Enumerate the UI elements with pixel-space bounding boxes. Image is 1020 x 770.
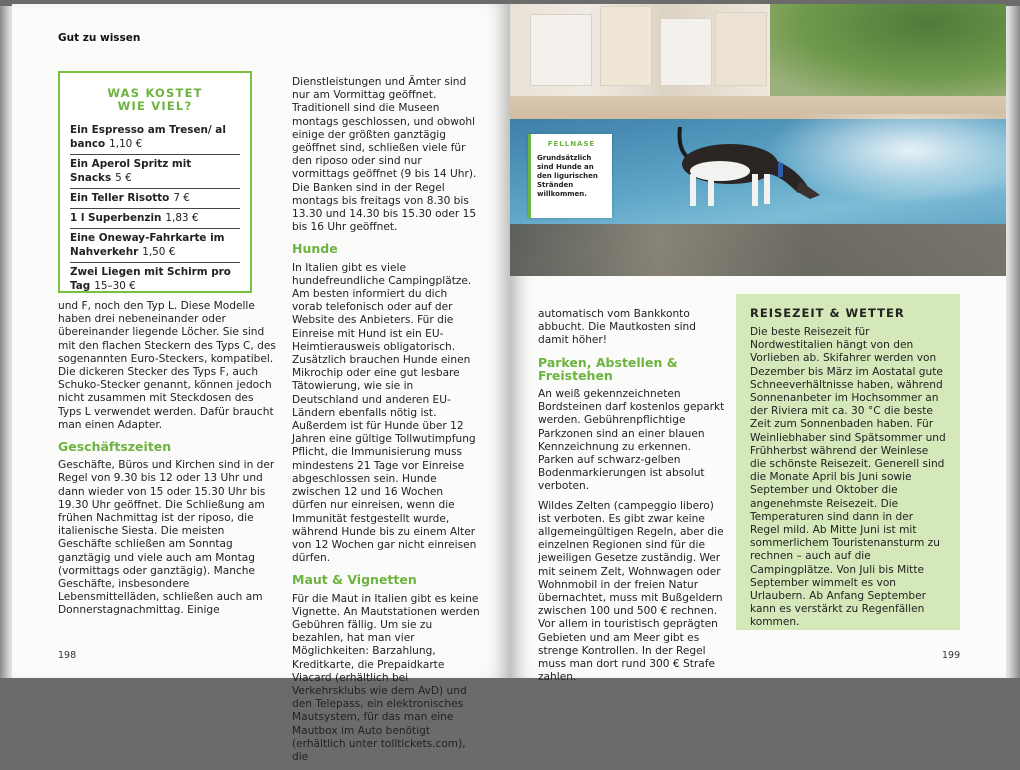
price-item — [70, 229, 240, 263]
hillside — [746, 4, 1006, 99]
price-item-value: 15–30 € — [94, 280, 136, 292]
camping-paragraph: Wildes Zelten (campeggio libero) ist verboten. Es gibt zwar keine allgemeingültigen Regeln, aber die einzelnen Regionen sind für die jeweiligen Gesetze zuständig. Wer mit seinem Zelt, Wohnwagen oder Wohnmobil in der freien Natur übernachtet, muss mit Bußgeldern zwischen 100 und 500 € rechnen. Vor allem in touristisch geprägten Gebieten und am Meer gibt es strenge Kontrollen. In der Regel muss man dort rund 300 € Strafe zahlen. — [538, 499, 724, 684]
parking-heading: Parken, Abstellen & Freistehen — [538, 354, 678, 383]
price-box-heading — [70, 87, 240, 113]
travel-season-paragraph: Die beste Reisezeit für Nordwestitalien hängt von den Vorlieben ab. Skifahrer werden von Dezember bis März im Aostatal gute Schneeverhältnisse haben, während Sonnenanbeter im Hochsommer an der Riviera mit ca. 30 °C die beste Zeit zum Sonnenbaden haben. Für Weinliebhaber sind Spätsommer und Frühherbst während der Weinlese die schönste Reisezeit. Generell sind die Monate April bis Juni sowie September und Oktober die angenehmste Reisezeit. Die Temperaturen sind dann in der Regel mild. Ab Mitte Juni ist mit sommerlichem Touristenansturm zu rechnen – auch auf die Campingplätze. Von Juli bis Mitte September wimmelt es von Urlaubern. Ab Anfang September kann es verstärkt zu Regenfällen kommen. — [750, 326, 946, 629]
left-column-1 — [58, 300, 278, 624]
price-box-heading-line1: WAS KOSTET — [107, 86, 203, 100]
seafront-buildings — [510, 4, 770, 99]
price-item — [70, 263, 240, 296]
price-item-label: Ein Teller Risotto — [70, 192, 170, 204]
price-item — [70, 189, 240, 209]
price-item-label: 1 l Superbenzin — [70, 212, 162, 224]
plug-types-paragraph: und F, noch den Typ L. Diese Modelle haben drei nebeneinander oder übereinander liegende Löcher. Sie sind mit den flachen Steckern des Typs C, des sogenannten Euro-Steckers, kompatibel. Die dickeren Stecker des Typs F, auch Schuko-Stecker genannt, können jedoch nicht zusammen mit Steckdosen des Typs L verwendet werden. Dafür braucht man einen Adapter. — [58, 300, 276, 431]
dogs-heading: Hunde — [292, 241, 338, 257]
photo-caption-box — [528, 134, 612, 218]
dogs-paragraph: In Italien gibt es viele hundefreundliche Campingplätze. Am besten informiert du dich vorab telefonisch oder auf der Website des Anbieters. Für die Einreise mit Hund ist ein EU-Heimtierausweis obligatorisch. Zusätzlich brauchen Hunde einen Mikrochip oder eine gut lesbare Tätowierung, wie sie in Deutschland und anderen EU-Ländern ebenfalls nötig ist. Außerdem ist für Hunde über 12 Jahren eine gültige Tollwutimpfung Pflicht, die Immunisierung muss mindestens 21 Tage vor Einreise abgeschlossen sein. Hunde zwischen 12 und 16 Wochen dürfen nur einreisen, wenn die Immunität festgestellt wurde, während Hunde bis zu einem Alter von 12 Wochen gar nicht einreisen dürfen. — [292, 261, 477, 565]
page-number-right: 199 — [942, 650, 961, 661]
toll-heading: Maut & Vignetten — [292, 572, 417, 588]
price-item-label: Ein Aperol Spritz mit Snacks — [70, 158, 192, 184]
right-column-1 — [538, 308, 726, 690]
price-item — [70, 121, 240, 155]
price-item-value: 1,83 € — [165, 212, 199, 224]
opening-hours-paragraph: Geschäfte, Büros und Kirchen sind in der Regel von 9.30 bis 12 oder 13 Uhr und dann wieder von 15 oder 15.30 Uhr bis 19.30 Uhr geöffnet. Die Schließung am frühen Nachmittag ist der riposo, die italienische Siesta. Die meisten Geschäfte schließen am Sonntag ganztägig und viele auch am Montag (vormittags oder ganztägig). Manche Geschäfte, insbesondere Lebensmittelläden, schließen auch am Donnerstagnachmittag. Einige — [58, 459, 275, 617]
toll-continued-paragraph: automatisch vom Bankkonto abbucht. Die Mautkosten sind damit höher! — [538, 308, 696, 347]
price-item-value: 1,50 € — [142, 246, 176, 258]
price-item-value: 5 € — [115, 172, 132, 184]
price-item — [70, 209, 240, 229]
services-paragraph: Dienstleistungen und Ämter sind nur am Vormittag geöffnet. Traditionell sind die Museen montags geschlossen, und obwohl einige der größten ganztägig geöffnet sind, schließen viele für den riposo oder sind nur vormittags geöffnet (9 bis 14 Uhr). Die Banken sind in der Regel montags bis freitags von 8.30 bis 13.30 und 14.30 bis 15.30 oder 15 bis 16 Uhr geöffnet. — [292, 76, 477, 234]
price-item-value: 7 € — [173, 192, 190, 204]
left-column-2 — [292, 76, 480, 770]
price-box — [58, 71, 252, 293]
price-item-value: 1,10 € — [109, 138, 143, 150]
price-box-heading-line2: WIE VIEL? — [117, 99, 193, 113]
travel-season-box — [736, 294, 960, 630]
price-item — [70, 155, 240, 189]
rocks — [510, 224, 1006, 276]
parking-paragraph: An weiß gekennzeichneten Bordsteinen darf kostenlos geparkt werden. Gebührenpflichtige Parkzonen sind an einer blauen Kennzeichnung zu erkennen. Parken auf schwarz-gelben Bodenmarkierungen ist absolut verboten. — [538, 388, 725, 493]
toll-paragraph: Für die Maut in Italien gibt es keine Vignette. An Mautstationen werden Gebühren fällig. Um sie zu bezahlen, hat man vier Möglichkeiten: Barzahlung, Kreditkarte, die Prepaidkarte Viacard (erhältlich bei Verkehrsklubs wie dem AvD) und den Telepass, ein elektronisches Mautsystem, für das man eine Mautbox im Auto benötigt (erhältlich unter tolltickets.com), die — [292, 592, 480, 763]
photo-caption-heading: FELLNASE — [547, 140, 596, 148]
left-page — [12, 4, 510, 763]
page-number-left: 198 — [58, 650, 77, 661]
photo-caption-text: Grundsätzlich sind Hunde an den ligurischen Stränden willkommen. — [537, 154, 598, 198]
right-page — [510, 4, 1006, 684]
dog-illustration — [660, 119, 830, 214]
price-item-label: Zwei Liegen mit Schirm pro Tag — [70, 266, 231, 292]
travel-season-heading: REISEZEIT & WETTER — [750, 306, 905, 320]
beach-dog-photo — [510, 4, 1006, 276]
price-item-label: Eine Oneway-Fahrkarte im Nahverkehr — [70, 232, 225, 258]
section-title: Gut zu wissen — [58, 32, 141, 44]
price-item-label: Ein Espresso am Tresen/ al banco — [70, 124, 226, 150]
opening-hours-heading: Geschäftszeiten — [58, 439, 172, 455]
